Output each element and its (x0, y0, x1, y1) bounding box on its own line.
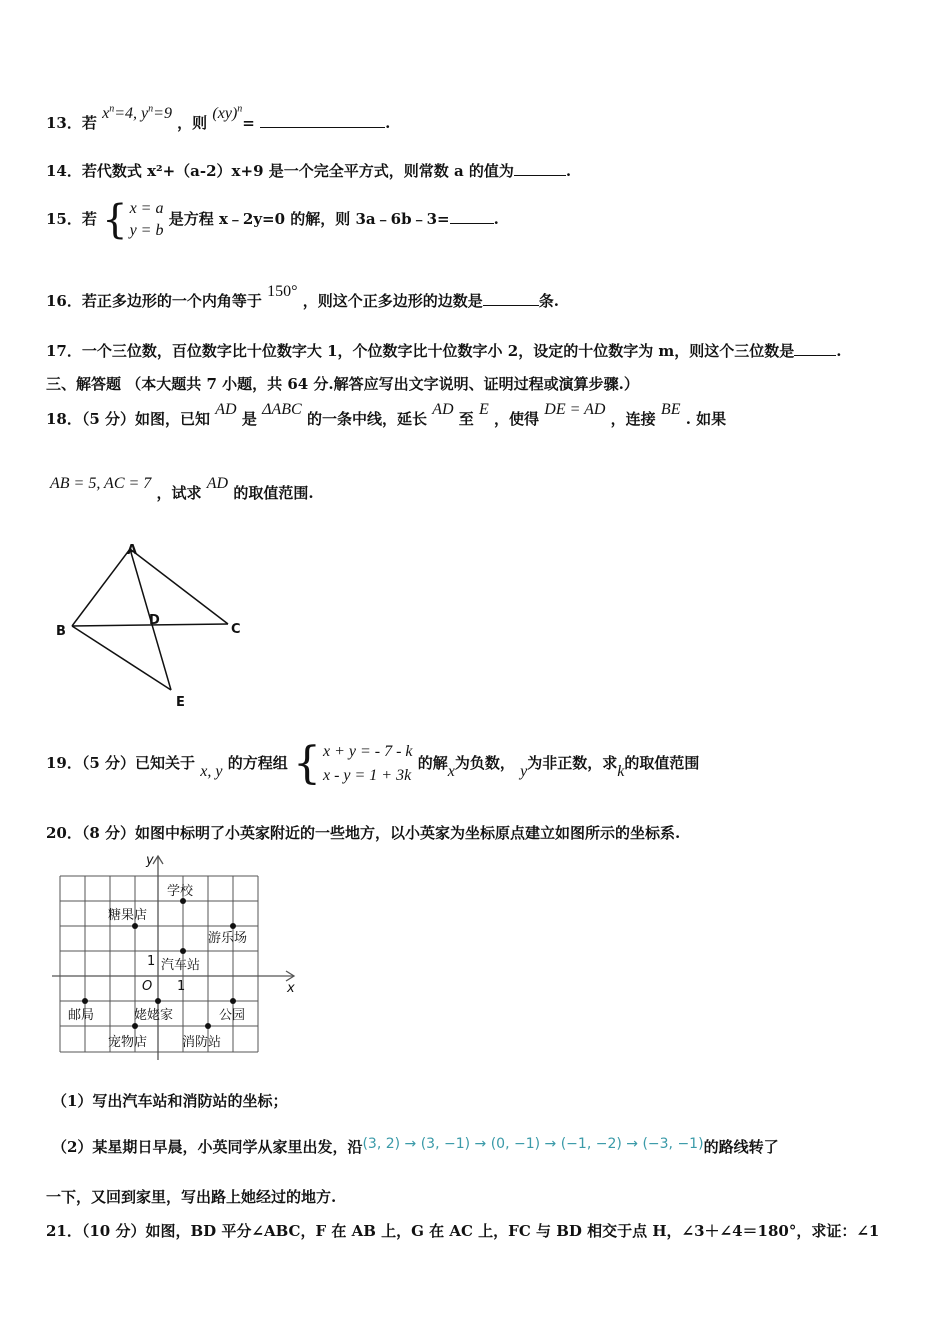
label-post: 邮局 (68, 1008, 95, 1023)
point-pet (132, 1023, 138, 1029)
label-pet: 宠物店 (108, 1035, 148, 1050)
tick-x-1: 1 (177, 979, 186, 994)
section-heading: 三、解答题 （本大题共 7 小题，共 64 分.解答应写出文字说明、证明过程或演算步骤.） (46, 375, 639, 393)
question-21: 21．（10 分）如图，BD 平分∠ABC，F 在 AB 上，G 在 AC 上，FC 与 BD 相交于点 H，∠3＋∠4＝180°，求证：∠1 (46, 1222, 880, 1240)
point-home (155, 998, 161, 1004)
question-20-part2: （2）某星期日早晨，小英同学从家里出发，沿(3, 2) → (3, −1) → (0, −1) → (−1, −2) → (−3, −1)的路线转了 (52, 1136, 779, 1156)
answer-blank[interactable] (260, 113, 385, 128)
question-20-part2-cont: 一下，又回到家里，写出路上她经过的地方. (46, 1188, 337, 1206)
question-15: 15．若 { x = a y = b 是方程 x﹣2y=0 的解，则 3a﹣6b﹣3= . (46, 197, 499, 243)
segment-ab (72, 549, 130, 626)
label-park-fun: 游乐场 (208, 931, 248, 946)
answer-blank[interactable] (794, 341, 836, 356)
point-post (82, 998, 88, 1004)
point-candy (132, 923, 138, 929)
coordinate-grid (50, 850, 310, 1060)
tick-y-1: 1 (147, 954, 156, 969)
label-school: 学校 (167, 884, 194, 899)
label-e: E (176, 695, 185, 710)
triangle-figure (50, 540, 250, 712)
label-candy: 糖果店 (108, 908, 148, 923)
answer-blank[interactable] (514, 161, 566, 176)
label-garden: 公园 (219, 1008, 246, 1023)
question-16: 16．若正多边形的一个内角等于 150° ，则这个正多边形的边数是 条. (46, 283, 560, 310)
question-18-cont: AB = 5, AC = 7 ，试求 AD 的取值范围. (50, 475, 314, 502)
axis-y-label: y (146, 853, 154, 868)
point-garden (230, 998, 236, 1004)
segment-ac (130, 549, 228, 624)
origin-label: O (142, 979, 153, 994)
system-brace: { (292, 738, 321, 789)
point-fire (205, 1023, 211, 1029)
point-park-fun (230, 923, 236, 929)
label-c: C (231, 622, 241, 637)
label-a: A (127, 543, 138, 558)
axis-x-label: x (287, 981, 295, 996)
label-b: B (56, 624, 66, 639)
question-20-part1: （1）写出汽车站和消防站的坐标； (52, 1092, 288, 1110)
question-17: 17．一个三位数，百位数字比十位数字大 1，个位数字比十位数字小 2，设定的十位数字为 m，则这个三位数是 . (46, 342, 842, 360)
point-bus (180, 948, 186, 954)
answer-blank[interactable] (483, 291, 539, 306)
system-brace: { (102, 197, 128, 243)
answer-blank[interactable] (450, 209, 494, 224)
label-d: D (149, 613, 160, 628)
question-20: 20．（8 分）如图中标明了小英家附近的一些地方，以小英家为坐标原点建立如图所示的坐标系. (46, 824, 681, 842)
question-18: 18．（5 分）如图，已知 AD 是 ΔABC 的一条中线，延长 AD 至 E ，使得 DE = AD ，连接 BE . 如果 (46, 401, 727, 428)
question-13: 13．若 $x^n=4$, $y^n=9$ ，则 (xy)$^n$= . (46, 103, 391, 132)
segment-be (72, 626, 171, 690)
question-19: 19．（5 分）已知关于 x, y 的方程组 { x + y = - 7 - k x - y = 1 + 3k 的解x为负数， y为非正数，求k的取值范围 (46, 738, 700, 789)
label-home: 姥姥家 (134, 1008, 174, 1023)
question-14: 14．若代数式 x²+（a-2）x+9 是一个完全平方式，则常数 a 的值为 . (46, 162, 572, 180)
label-bus: 汽车站 (161, 958, 201, 973)
label-fire: 消防站 (182, 1035, 222, 1050)
